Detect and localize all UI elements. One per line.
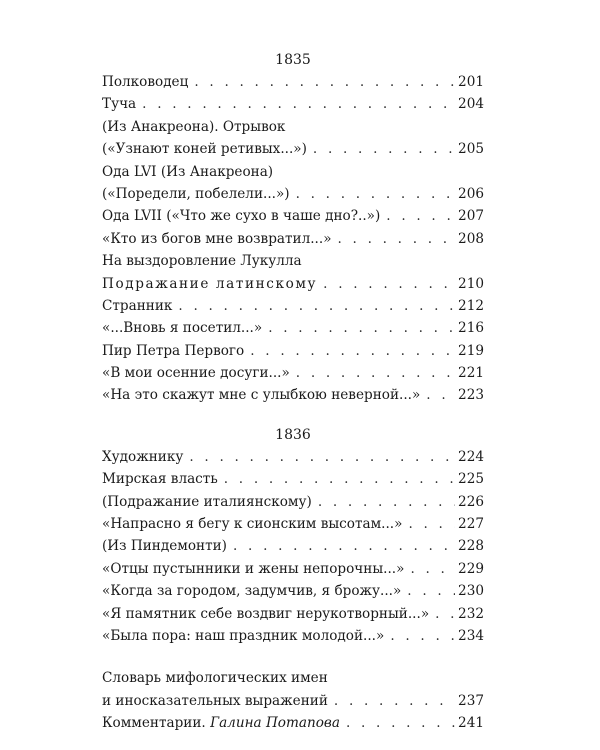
dot-leader [435,603,455,625]
page-number: 234 [458,627,484,644]
dot-leader [194,71,455,93]
toc-entry [102,491,484,513]
entry-title: (Подражание италиянскому) [102,493,312,510]
dot-leader [268,317,455,339]
dot-leader [296,362,455,384]
year-heading-1835: 1835 [275,52,311,68]
toc-entry [102,384,484,406]
entry-title: «В мои осенние досуги...» [102,365,290,382]
page-number: 210 [458,275,484,292]
page-number: 237 [458,692,484,709]
entry-title: Пир Петра Первого [102,342,245,359]
page-number: 229 [458,560,484,577]
toc-entry [102,228,484,250]
entry-title-line: («Поредели, побелели...») [102,185,290,202]
section-spacer [102,647,484,667]
dot-leader [338,228,455,250]
page-number: 232 [458,605,484,622]
dot-leader [178,295,455,317]
entry-title: «Напрасно я бегу к сионским высотам...» [102,516,403,533]
entry-title: «Кто из богов мне возвратил...» [102,230,332,247]
page-number: 204 [458,96,484,113]
page-number: 223 [458,387,484,404]
toc-entry [102,513,484,535]
entry-title-line: и иносказательных выражений [102,692,328,709]
dot-leader [346,712,455,734]
toc-entry [102,712,484,734]
dot-leader [407,580,455,602]
toc-entry [102,558,484,580]
toc-entry [102,205,484,227]
dot-leader [334,690,455,712]
entry-title-line: Ода LVI (Из Анакреона) [102,163,274,180]
entry-title: Странник [102,297,173,314]
dot-leader [410,558,455,580]
toc-entry [102,250,484,295]
toc-entry [102,580,484,602]
dot-leader [390,625,455,647]
page-number: 228 [458,538,484,555]
toc-entry [102,667,484,712]
toc-entry [102,295,484,317]
dot-leader [189,446,455,468]
table-of-contents [102,50,484,735]
page-number: 227 [458,516,484,533]
page-number: 226 [458,493,484,510]
page-number: 241 [458,715,484,732]
page-number: 221 [458,365,484,382]
entry-title: Туча [102,96,137,113]
toc-entry [102,317,484,339]
dot-leader [386,205,455,227]
toc-entry [102,468,484,490]
entry-title-line: На выздоровление Лукулла [102,253,302,270]
toc-entry [102,93,484,115]
page-number: 201 [458,74,484,90]
dot-leader [408,513,455,535]
entry-title: «Была пора: наш праздник молодой...» [102,627,385,644]
page-number: 216 [458,320,484,337]
entry-title: «Я памятник себе воздвиг нерукотворный...» [102,605,430,622]
page-number: 212 [458,297,484,314]
dot-leader [313,138,455,160]
entry-title: (Из Пиндемонти) [102,538,227,555]
dot-leader [296,183,455,205]
dot-leader [323,273,455,295]
toc-entry [102,535,484,557]
toc-entry [102,71,484,93]
entry-title: «На это скажут мне с улыбкою неверной...» [102,387,421,404]
toc-entry [102,116,484,161]
page-number: 206 [458,185,484,202]
entry-title: «...Вновь я посетил...» [102,320,263,337]
page-number: 224 [458,448,484,465]
entry-title: Полководец [102,74,189,90]
entry-title-line: («Узнают коней ретивых...») [102,141,307,158]
toc-entry [102,625,484,647]
entry-title-line: Словарь мифологических имен [102,670,328,687]
entry-title: «Когда за городом, задумчив, я брожу...» [102,583,402,600]
toc-entry [102,603,484,625]
page-number: 208 [458,230,484,247]
entry-title [102,712,340,734]
entry-title: Мирская власть [102,471,218,488]
entry-title: «Отцы пустынники и жены непорочны...» [102,560,405,577]
year-heading-1836: 1836 [275,426,311,443]
entry-title-line: Подражание латинскому [102,275,318,292]
dot-leader [426,384,455,406]
dot-leader [318,491,455,513]
entry-title: Ода LVII («Что же сухо в чаше дно?..») [102,208,381,225]
dot-leader [233,535,455,557]
toc-entry [102,161,484,206]
page-number: 207 [458,208,484,225]
page-number: 225 [458,471,484,488]
commentary-author: Галина Потапова [210,715,340,732]
toc-entry [102,340,484,362]
page-number: 205 [458,141,484,158]
page-number: 219 [458,342,484,359]
commentary-label: Комментарии. [102,715,206,732]
entry-title-line: (Из Анакреона). Отрывок [102,118,286,135]
entry-title: Художнику [102,448,184,465]
dot-leader [224,468,455,490]
page-number: 230 [458,583,484,600]
toc-entry [102,446,484,468]
dot-leader [142,93,455,115]
toc-entry [102,362,484,384]
dot-leader [250,340,455,362]
